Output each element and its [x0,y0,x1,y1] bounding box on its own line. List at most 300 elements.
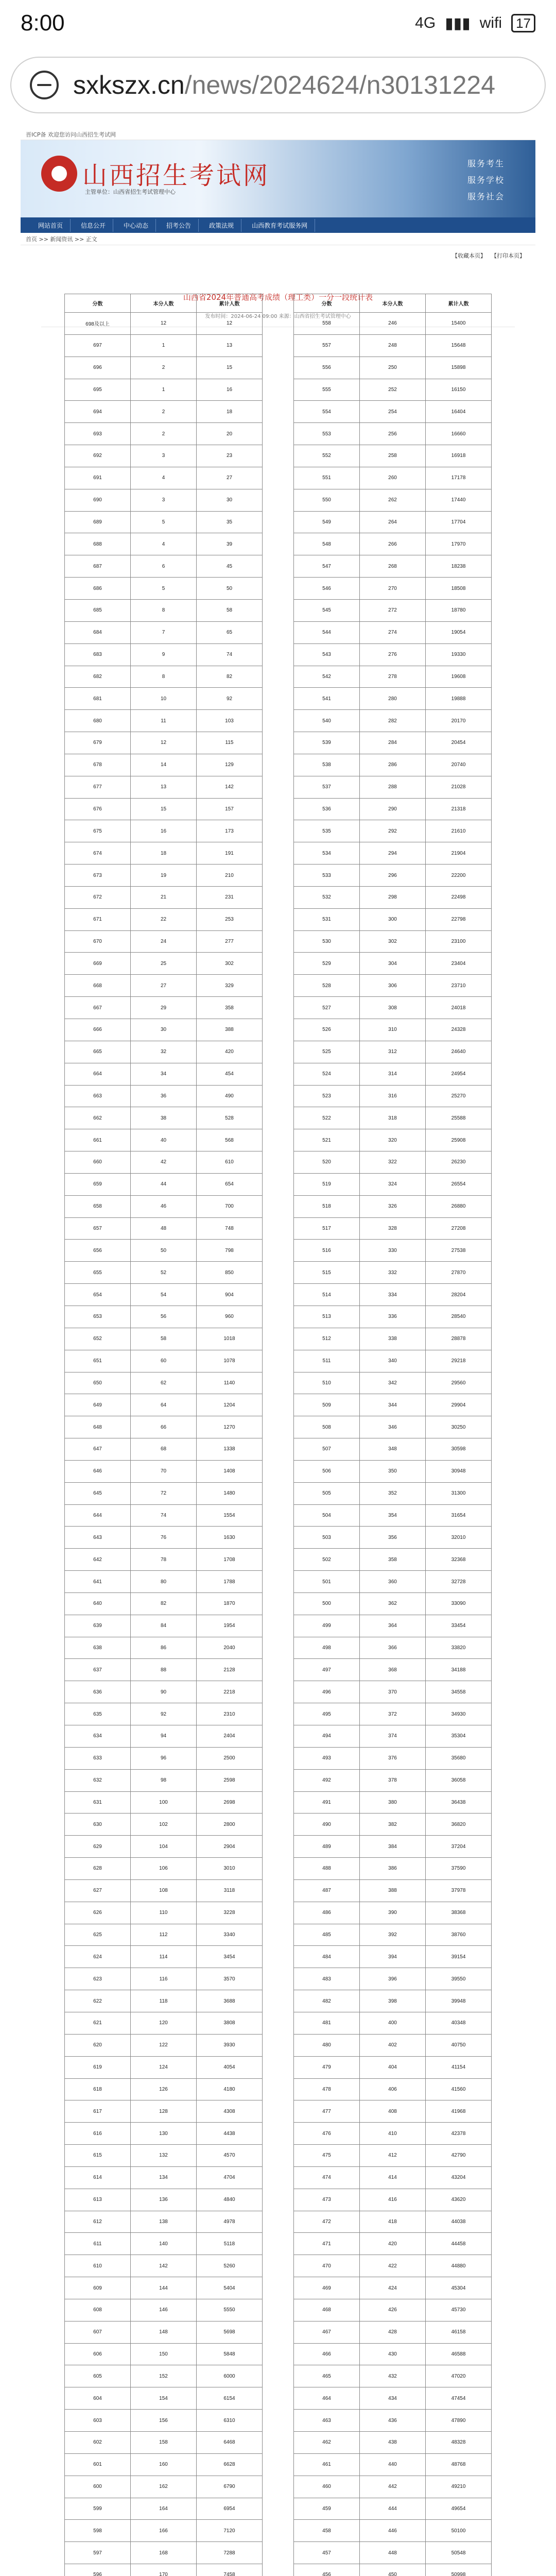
cell-cumulative: 5118 [197,2233,263,2255]
cell-cumulative: 43620 [426,2189,492,2211]
cell-score: 627 [65,1879,131,1902]
table-row [65,313,263,335]
cell-cumulative: 27 [197,467,263,489]
cell-count: 36 [131,1085,197,1107]
cell-count: 124 [131,2056,197,2078]
cell-cumulative: 490 [197,1085,263,1107]
cell-score: 460 [294,2476,360,2498]
cell-cumulative: 44038 [426,2211,492,2233]
cell-score: 620 [65,2034,131,2056]
cell-cumulative: 20454 [426,732,492,754]
cell-count: 54 [131,1284,197,1306]
cell-score: 638 [65,1637,131,1659]
cell-cumulative: 33454 [426,1615,492,1637]
table-row [65,908,263,930]
table-row [294,1681,492,1703]
cell-count: 394 [360,1946,426,1968]
table-row [65,2564,263,2576]
cell-count: 406 [360,2078,426,2100]
cell-cumulative: 454 [197,1063,263,1085]
cell-score: 621 [65,2012,131,2034]
print-link[interactable]: 【打印本页】 [491,252,525,259]
table-row [294,842,492,865]
nav-policies[interactable]: 政策法规 [202,219,241,232]
cell-count: 140 [131,2233,197,2255]
cell-score: 538 [294,754,360,776]
cell-count: 146 [131,2299,197,2321]
table-row [65,1769,263,1791]
cell-count: 440 [360,2453,426,2476]
cell-cumulative: 115 [197,732,263,754]
cell-count: 24 [131,930,197,953]
cell-cumulative: 25588 [426,1107,492,1129]
table-row [294,1659,492,1681]
table-row [65,2520,263,2542]
table-row [65,1571,263,1593]
article-tools [21,245,535,266]
table-row [65,2034,263,2056]
cell-score: 486 [294,1902,360,1924]
cell-count: 284 [360,732,426,754]
cell-score: 511 [294,1350,360,1372]
table-row [294,1637,492,1659]
cell-cumulative: 32368 [426,1549,492,1571]
cell-cumulative: 2128 [197,1659,263,1681]
cell-cumulative: 1480 [197,1482,263,1504]
cell-cumulative: 1870 [197,1592,263,1615]
cell-cumulative: 6468 [197,2432,263,2454]
table-row [294,313,492,335]
cell-count: 268 [360,555,426,578]
cell-count: 112 [131,1924,197,1946]
table-row [65,423,263,445]
table-row [294,2100,492,2123]
cell-cumulative: 29218 [426,1350,492,1372]
address-bar[interactable] [10,57,546,113]
table-row [65,1681,263,1703]
cell-count: 260 [360,467,426,489]
site-info-icon[interactable] [30,71,59,99]
cell-score: 636 [65,1681,131,1703]
cell-cumulative: 3454 [197,1946,263,1968]
cell-cumulative: 210 [197,865,263,887]
cell-cumulative: 30948 [426,1460,492,1482]
cell-score: 535 [294,820,360,842]
table-row [294,953,492,975]
cell-score: 496 [294,1681,360,1703]
cell-count: 50 [131,1240,197,1262]
cell-count: 11 [131,710,197,732]
cell-count: 60 [131,1350,197,1372]
table-row [294,1879,492,1902]
cell-cumulative: 19330 [426,643,492,666]
cell-score: 536 [294,798,360,820]
cell-count: 266 [360,533,426,555]
cell-score: 640 [65,1592,131,1615]
cell-score: 678 [65,754,131,776]
cell-count: 332 [360,1262,426,1284]
cell-count: 76 [131,1527,197,1549]
cell-score: 663 [65,1085,131,1107]
cell-count: 318 [360,1107,426,1129]
cell-score: 625 [65,1924,131,1946]
cell-count: 290 [360,798,426,820]
cell-score: 609 [65,2277,131,2299]
cell-count: 6 [131,555,197,578]
cell-count: 130 [131,2123,197,2145]
cell-score: 643 [65,1527,131,1549]
table-row [294,621,492,643]
cell-count: 88 [131,1659,197,1681]
table-row [65,1946,263,1968]
cell-count: 80 [131,1571,197,1593]
cell-score: 662 [65,1107,131,1129]
table-row [65,2078,263,2100]
table-row [294,533,492,555]
site-banner [21,140,535,217]
table-row [294,798,492,820]
cell-score: 494 [294,1725,360,1748]
table-row [294,1041,492,1063]
cell-count: 274 [360,621,426,643]
cell-count: 288 [360,776,426,798]
cell-count: 294 [360,842,426,865]
cell-count: 106 [131,1858,197,1880]
table-row [294,2189,492,2211]
cell-score: 518 [294,1195,360,1217]
cell-cumulative: 142 [197,776,263,798]
cell-count: 66 [131,1416,197,1438]
bookmark-link[interactable]: 【收藏本页】 [452,252,486,259]
cell-score: 676 [65,798,131,820]
cell-score: 657 [65,1217,131,1240]
table-row [294,1151,492,1174]
cell-count: 160 [131,2453,197,2476]
table-row [294,1438,492,1461]
breadcrumb[interactable]: 首页 >> 新闻资讯 >> 正文 [21,233,535,245]
cell-cumulative: 17970 [426,533,492,555]
cell-cumulative: 36438 [426,1791,492,1814]
cell-cumulative: 26880 [426,1195,492,1217]
nav-notices[interactable]: 招考公告 [159,219,199,232]
cell-cumulative: 191 [197,842,263,865]
cell-score: 613 [65,2189,131,2211]
service-links [427,155,505,204]
table-row [65,1968,263,1990]
wifi-icon: wifi [479,14,502,31]
cell-cumulative: 50548 [426,2542,492,2564]
cell-count: 134 [131,2166,197,2189]
cell-count: 384 [360,1836,426,1858]
table-row [294,1858,492,1880]
cell-count: 276 [360,643,426,666]
cell-score: 476 [294,2123,360,2145]
nav-news[interactable]: 中心动态 [116,219,156,232]
cell-count: 64 [131,1394,197,1416]
cell-score: 691 [65,467,131,489]
cell-count: 25 [131,953,197,975]
cell-score: 598 [65,2520,131,2542]
header-score: 分数 [294,294,360,313]
cell-count: 432 [360,2365,426,2387]
cell-count: 14 [131,754,197,776]
cell-score: 656 [65,1240,131,1262]
cell-cumulative: 39 [197,533,263,555]
cell-cumulative: 45304 [426,2277,492,2299]
cell-count: 308 [360,997,426,1019]
table-row [65,1549,263,1571]
table-row [294,2123,492,2145]
table-row [65,1173,263,1195]
cell-cumulative: 35304 [426,1725,492,1748]
table-row [294,334,492,357]
cell-count: 400 [360,2012,426,2034]
cell-cumulative: 6310 [197,2410,263,2432]
table-row [65,1879,263,1902]
table-row [65,1990,263,2012]
cell-cumulative: 15648 [426,334,492,357]
table-row [294,688,492,710]
cell-cumulative: 30 [197,489,263,511]
cell-score: 681 [65,688,131,710]
table-row [294,1968,492,1990]
cell-score: 686 [65,578,131,600]
url-path: /news/2024624/n30131224 [184,71,496,99]
table-row [65,445,263,467]
cell-count: 344 [360,1394,426,1416]
cell-count: 68 [131,1438,197,1461]
cell-count: 118 [131,1990,197,2012]
cell-cumulative: 7120 [197,2520,263,2542]
cell-score: 489 [294,1836,360,1858]
site-subtitle: 主管单位：山西省招生考试管理中心 [85,189,176,195]
table-row [65,710,263,732]
cell-score: 556 [294,357,360,379]
table-row [65,1858,263,1880]
cell-count: 170 [131,2564,197,2576]
table-row [294,1416,492,1438]
site-title: 山西招生考试网 [82,161,270,190]
table-row [294,2078,492,2100]
nav-home[interactable]: 网站首页 [31,219,71,232]
cell-score: 482 [294,1990,360,2012]
table-row [294,1592,492,1615]
cell-score: 674 [65,842,131,865]
table-row [65,1328,263,1350]
cell-count: 278 [360,666,426,688]
cell-cumulative: 58 [197,599,263,621]
cell-cumulative: 16 [197,379,263,401]
cell-count: 348 [360,1438,426,1461]
cell-count: 374 [360,1725,426,1748]
table-row [65,2100,263,2123]
service-students[interactable]: 服务考生 [467,158,505,168]
cell-score: 534 [294,842,360,865]
cell-cumulative: 20170 [426,710,492,732]
service-schools[interactable]: 服务学校 [467,175,505,185]
cell-count: 12 [131,313,197,335]
cell-cumulative: 1630 [197,1527,263,1549]
cell-score: 473 [294,2189,360,2211]
table-row [294,1504,492,1527]
cell-cumulative: 15400 [426,313,492,335]
cell-count: 304 [360,953,426,975]
cell-cumulative: 35680 [426,1747,492,1769]
table-row [294,1328,492,1350]
cell-score: 506 [294,1460,360,1482]
table-row [294,908,492,930]
cell-score: 474 [294,2166,360,2189]
table-row [294,1085,492,1107]
cell-score: 596 [65,2564,131,2576]
table-row [294,2277,492,2299]
table-row [65,2299,263,2321]
service-society[interactable]: 服务社会 [467,191,505,201]
cell-count: 396 [360,1968,426,1990]
cell-score: 466 [294,2343,360,2365]
table-row [294,1527,492,1549]
cell-cumulative: 1078 [197,1350,263,1372]
cell-score: 531 [294,908,360,930]
cell-score: 660 [65,1151,131,1174]
cell-cumulative: 3930 [197,2034,263,2056]
nav-info[interactable]: 信息公开 [74,219,113,232]
cell-cumulative: 34188 [426,1659,492,1681]
cell-cumulative: 18508 [426,578,492,600]
table-row [294,1107,492,1129]
cell-count: 376 [360,1747,426,1769]
cell-score: 606 [65,2343,131,2365]
cell-score: 524 [294,1063,360,1085]
table-row [294,2145,492,2167]
cell-score: 468 [294,2299,360,2321]
table-row [65,2145,263,2167]
cell-score: 483 [294,1968,360,1990]
table-row [65,1372,263,1394]
cell-count: 342 [360,1372,426,1394]
cell-score: 617 [65,2100,131,2123]
cell-cumulative: 30598 [426,1438,492,1461]
cell-cumulative: 1554 [197,1504,263,1527]
cell-cumulative: 2218 [197,1681,263,1703]
cell-score: 490 [294,1814,360,1836]
cell-count: 46 [131,1195,197,1217]
table-row [65,1019,263,1041]
cell-count: 110 [131,1902,197,1924]
cell-cumulative: 2040 [197,1637,263,1659]
cell-count: 30 [131,1019,197,1041]
cell-count: 372 [360,1703,426,1725]
cell-cumulative: 15 [197,357,263,379]
cell-score: 630 [65,1814,131,1836]
cell-cumulative: 4840 [197,2189,263,2211]
cell-count: 434 [360,2387,426,2410]
cell-cumulative: 157 [197,798,263,820]
cell-count: 390 [360,1902,426,1924]
table-row [65,489,263,511]
cell-score: 642 [65,1549,131,1571]
cell-score: 670 [65,930,131,953]
table-row [294,1306,492,1328]
cell-cumulative: 23404 [426,953,492,975]
cell-score: 469 [294,2277,360,2299]
cell-count: 326 [360,1195,426,1217]
cell-count: 382 [360,1814,426,1836]
cell-cumulative: 3010 [197,1858,263,1880]
cell-cumulative: 3118 [197,1879,263,1902]
cell-count: 116 [131,1968,197,1990]
cell-count: 392 [360,1924,426,1946]
table-row [65,1504,263,1527]
cell-cumulative: 1788 [197,1571,263,1593]
cell-score: 650 [65,1372,131,1394]
cell-score: 672 [65,886,131,908]
cell-cumulative: 47890 [426,2410,492,2432]
table-row [65,820,263,842]
cell-cumulative: 16404 [426,401,492,423]
cell-cumulative: 13 [197,334,263,357]
table-row [294,886,492,908]
nav-service[interactable]: 山西教育考试服务网 [245,219,315,232]
cell-score: 683 [65,643,131,666]
cell-cumulative: 44458 [426,2233,492,2255]
score-table-right [293,294,492,2576]
cell-count: 416 [360,2189,426,2211]
table-row [294,2476,492,2498]
cell-count: 62 [131,1372,197,1394]
cell-cumulative: 1140 [197,1372,263,1394]
table-row [294,2387,492,2410]
table-row [294,1725,492,1748]
table-row [294,930,492,953]
url-text[interactable] [73,70,495,100]
score-tables [64,294,492,2576]
cell-score: 519 [294,1173,360,1195]
cell-score: 493 [294,1747,360,1769]
table-row [294,379,492,401]
cell-cumulative: 253 [197,908,263,930]
cell-cumulative: 5404 [197,2277,263,2299]
cell-cumulative: 50 [197,578,263,600]
table-row [294,1615,492,1637]
cell-count: 248 [360,334,426,357]
cell-score: 463 [294,2410,360,2432]
cell-cumulative: 44880 [426,2255,492,2277]
table-row [294,2343,492,2365]
cell-count: 330 [360,1240,426,1262]
cell-score: 624 [65,1946,131,1968]
cell-score: 632 [65,1769,131,1791]
cell-count: 70 [131,1460,197,1482]
table-row [65,2255,263,2277]
cell-score: 616 [65,2123,131,2145]
cell-score: 631 [65,1791,131,1814]
cell-score: 533 [294,865,360,887]
cell-cumulative: 45 [197,555,263,578]
cell-count: 446 [360,2520,426,2542]
cell-score: 696 [65,357,131,379]
table-row [294,1173,492,1195]
table-row [294,1394,492,1416]
cell-score: 484 [294,1946,360,1968]
signal-icon: ▮▮▮ [445,14,471,32]
cell-count: 94 [131,1725,197,1748]
cell-cumulative: 2404 [197,1725,263,1748]
cell-score: 502 [294,1549,360,1571]
table-row [65,1284,263,1306]
table-row [65,953,263,975]
table-row [65,798,263,820]
